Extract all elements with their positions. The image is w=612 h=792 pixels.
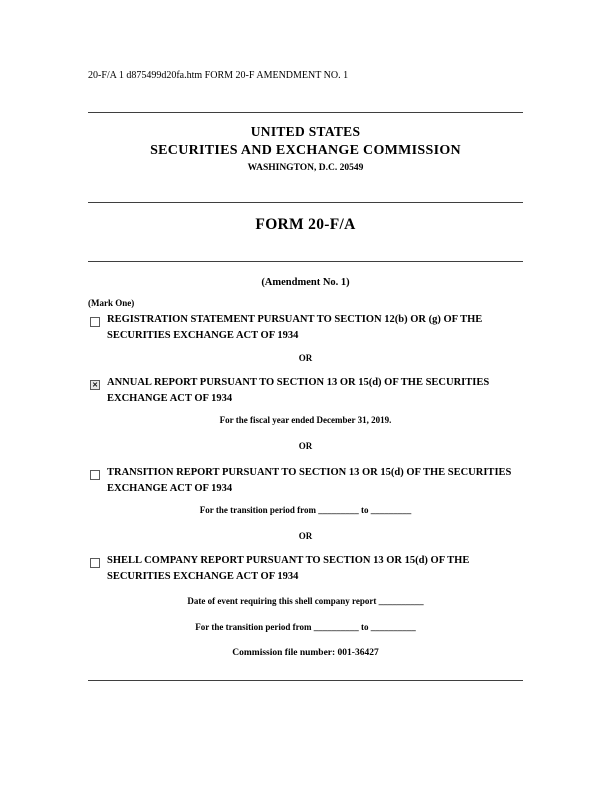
divider (88, 202, 523, 203)
annual-report-label: ANNUAL REPORT PURSUANT TO SECTION 13 OR 15(d) OF THE SECURITIES EXCHANGE ACT OF 1934 (107, 377, 490, 404)
divider (88, 680, 523, 681)
filing-header-line: 20-F/A 1 d875499d20fa.htm FORM 20-F AMENDMENT NO. 1 (88, 70, 349, 81)
page-title-united-states: UNITED STATES (250, 124, 361, 139)
mark-one-label: (Mark One) (88, 298, 135, 308)
shell-transition-period-line: For the transition period from __________ to __________ (195, 622, 416, 632)
page-title-washington: WASHINGTON, D.C. 20549 (247, 163, 364, 173)
amendment-subtitle: (Amendment No. 1) (261, 277, 350, 288)
shell-company-item (88, 553, 523, 584)
page-title-sec-commission: SECURITIES AND EXCHANGE COMMISSION (150, 143, 461, 158)
or-separator: OR (298, 441, 313, 451)
shell-company-checkbox[interactable] (90, 558, 100, 568)
annual-report-item (88, 375, 523, 406)
registration-statement-item (88, 312, 523, 343)
transition-period-line: For the transition period from _________ to _________ (199, 505, 412, 515)
commission-file-number: Commission file number: 001-36427 (232, 648, 379, 658)
commission-title-block (88, 122, 523, 174)
form-title: FORM 20-F/A (255, 216, 356, 233)
registration-checkbox[interactable] (90, 317, 100, 327)
checkbox-mark-icon: ✕ (92, 380, 98, 389)
fiscal-year-line: For the fiscal year ended December 31, 2019. (219, 415, 392, 425)
annual-report-checkbox[interactable] (90, 380, 100, 390)
divider (88, 261, 523, 262)
registration-statement-label: REGISTRATION STATEMENT PURSUANT TO SECTION 12(b) OR (g) OF THE SECURITIES EXCHANGE ACT OF 1934 (107, 314, 483, 341)
transition-report-item (88, 465, 523, 496)
shell-event-date-line: Date of event requiring this shell company report __________ (187, 596, 424, 606)
shell-company-label: SHELL COMPANY REPORT PURSUANT TO SECTION 13 OR 15(d) OF THE SECURITIES EXCHANGE ACT OF 1934 (107, 555, 470, 582)
or-separator: OR (298, 531, 313, 541)
transition-report-checkbox[interactable] (90, 470, 100, 480)
transition-report-label: TRANSITION REPORT PURSUANT TO SECTION 13 OR 15(d) OF THE SECURITIES EXCHANGE ACT OF 1934 (107, 467, 512, 494)
or-separator: OR (298, 353, 313, 363)
divider (88, 112, 523, 113)
